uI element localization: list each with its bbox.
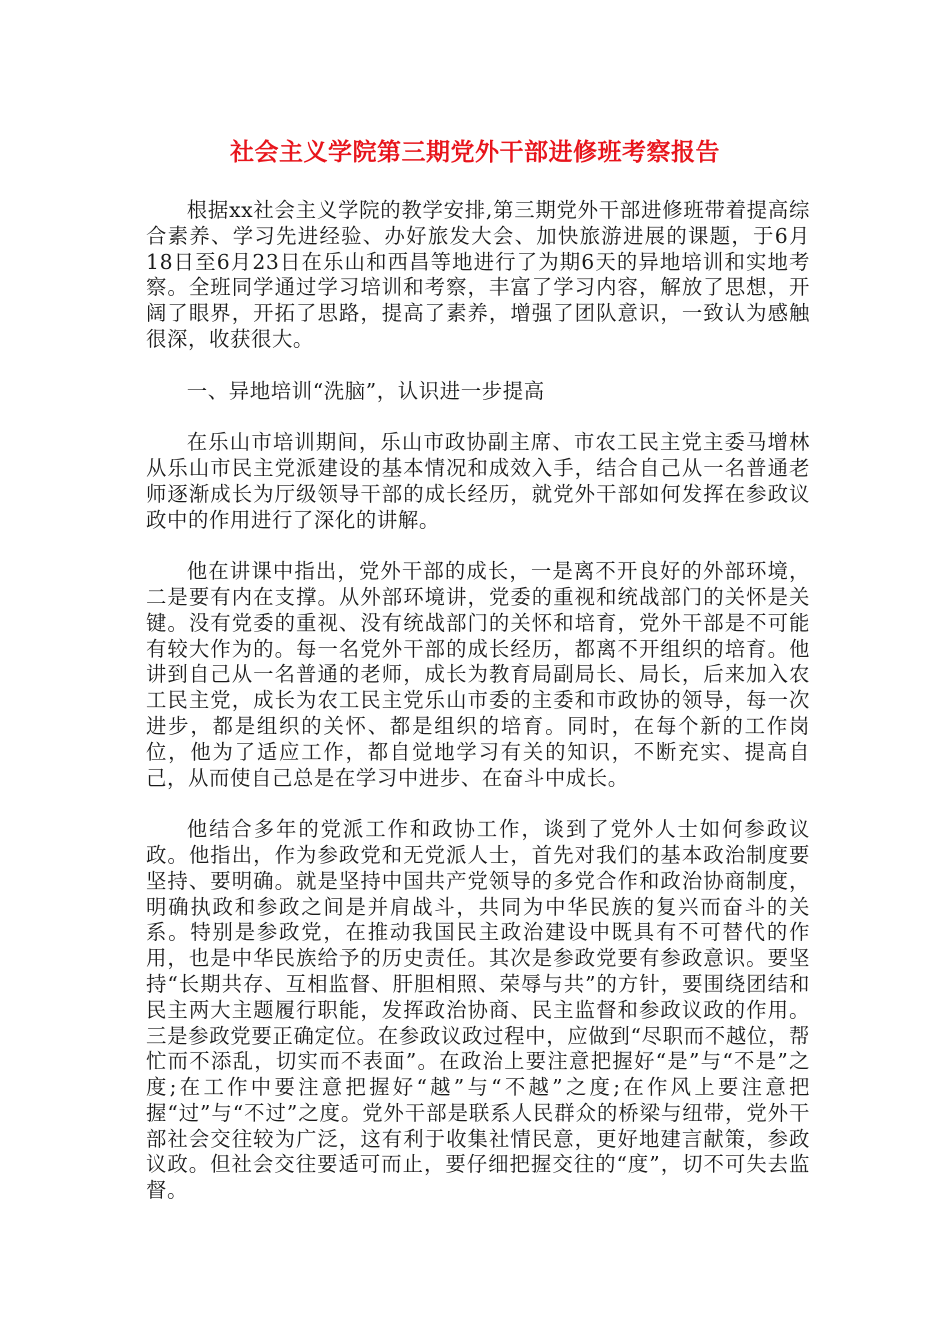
document-title: 社会主义学院第三期党外干部进修班考察报告 [230, 138, 720, 166]
paragraph-participation: 他结合多年的党派工作和政协工作，谈到了党外人士如何参政议政。他指出，作为参政党和无党派人士，首先对我们的基本政治制度要坚持、要明确。就是坚持中国共产党领导的多党合作和政治协商制度，明确执政和参政之间是并肩战斗，共同为中华民族的复兴而奋斗的关系。特别是参政党，在推动我国民主政治建设中既具有不可替代的作用，也是中华民族给予的历史责任。其次是参政党要有参政意识。要坚持“长期共存、互相监督、肝胆相照、荣辱与共”的方针，要围绕团结和民主两大主题履行职能，发挥政治协商、民主监督和参政议政的作用。三是参政党要正确定位。在参政议政过程中，应做到“尽职而不越位，帮忙而不添乱，切实而不表面”。在政治上要注意把握好“是”与“不是”之度;在工作中要注意把握好“越”与“不越”之度;在作风上要注意把握“过”与“不过”之度。党外干部是联系人民群众的桥梁与纽带，党外干部社会交往较为广泛，这有利于收集社情民意，更好地建言献策，参政议政。但社会交往要适可而止，要仔细把握交往的“度”，切不可失去监督。 [146, 817, 810, 1203]
document-body [146, 198, 810, 1230]
section-heading-1: 一、异地培训“洗脑”，认识进一步提高 [186, 378, 545, 403]
paragraph-growth: 他在讲课中指出，党外干部的成长，一是离不开良好的外部环境，二是要有内在支撑。从外部环境讲，党委的重视和统战部门的关怀是关键。没有党委的重视、没有统战部门的关怀和培育，党外干部是不可能有较大作为的。每一名党外干部的成长经历，都离不开组织的培育。他讲到自己从一名普通的老师，成长为教育局副局长、局长，后来加入农工民主党，成长为农工民主党乐山市委的主委和市政协的领导，每一次进步，都是组织的关怀、都是组织的培育。同时，在每个新的工作岗位，他为了适应工作，都自觉地学习有关的知识，不断充实、提高自己，从而使自己总是在学习中进步、在奋斗中成长。 [146, 559, 810, 790]
paragraph-intro: 根据xx社会主义学院的教学安排,第三期党外干部进修班带着提高综合素养、学习先进经验、办好旅发大会、加快旅游进展的课题，于6月18日至6月23日在乐山和西昌等地进行了为期6天的异地培训和实地考察。全班同学通过学习培训和考察，丰富了学习内容，解放了思想，开阔了眼界，开拓了思路，提高了素养，增强了团队意识，一致认为感触很深，收获很大。 [146, 198, 810, 351]
paragraph-training: 在乐山市培训期间，乐山市政协副主席、市农工民主党主委马增林从乐山市民主党派建设的基本情况和成效入手，结合自己从一名普通老师逐渐成长为厅级领导干部的成长经历，就党外干部如何发挥在参政议政中的作用进行了深化的讲解。 [146, 430, 810, 532]
